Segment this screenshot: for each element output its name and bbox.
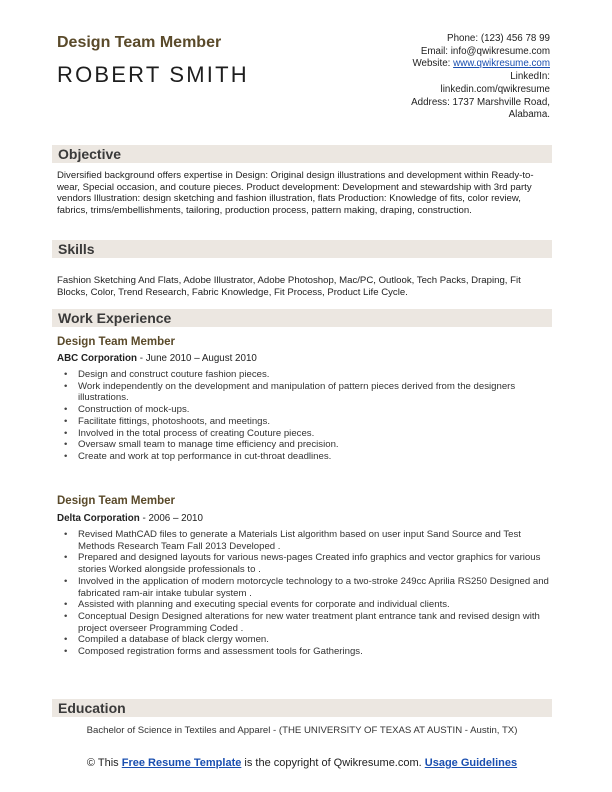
experience-title: Work Experience	[58, 310, 172, 326]
education-section-header	[52, 699, 552, 717]
contact-phone: Phone: (123) 456 78 99	[447, 33, 550, 44]
education-text: Bachelor of Science in Textiles and Apparel - (THE UNIVERSITY OF TEXAS AT AUSTIN - Austin, TX)	[86, 725, 518, 736]
contact-website	[320, 58, 550, 71]
list-item: • Create and work at top performance in cut-throat deadlines.	[62, 451, 552, 463]
contact-address-line1: Address: 1737 Marshville Road,	[411, 96, 550, 108]
copyright-footer	[52, 757, 552, 770]
list-item: • Work independently on the development and manipulation of pattern pieces derived from the designers illustrations.	[62, 381, 552, 404]
objective-text: Diversified background offers expertise in Design: Original design illustrations and development within Ready-to-wear, Special occasion, and couture pieces. Product development: Development and stewardship with 3rd party vendors Illustration: design sketching and fashion illustration, flats Production: Knowledge of fits, color review, fabrics, trims/embellishments, tailoring, production process, pattern making, draping, construction.	[57, 170, 534, 217]
education-title: Education	[58, 700, 126, 716]
resume-job-title: Design Team Member	[57, 34, 222, 51]
list-item: • Prepared and designed layouts for various news-pages Created info graphics and vector graphics for various stories Worked alongside professionals to .	[62, 552, 552, 575]
contact-address-line2: Alabama.	[508, 109, 550, 121]
objective-title: Objective	[58, 146, 122, 162]
list-item: • Assisted with planning and executing special events for corporate and individual clients.	[62, 599, 552, 611]
website-label: Website:	[412, 58, 454, 70]
job-role: Design Team Member	[57, 336, 176, 348]
candidate-name: ROBERT SMITH	[57, 62, 249, 87]
contact-linkedin-value: linkedin.com/qwikresume	[440, 83, 550, 95]
website-link[interactable]: www.qwikresume.com	[453, 58, 550, 70]
list-item: • Revised MathCAD files to generate a Materials List algorithm based on user input Sand Source and Test Methods Research Team Fall 2013 Developed .	[62, 529, 552, 552]
job-bullets	[62, 529, 552, 658]
list-item: • Facilitate fittings, photoshoots, and meetings.	[62, 416, 552, 428]
contact-email: Email: info@qwikresume.com	[420, 45, 550, 57]
list-item: • Construction of mock-ups.	[62, 404, 552, 416]
job-company: ABC Corporation	[57, 353, 138, 364]
list-item: • Oversaw small team to manage time efficiency and precision.	[62, 439, 552, 451]
job-company-line	[57, 513, 203, 525]
job-company: Delta Corporation	[57, 513, 140, 524]
objective-section-header	[52, 145, 552, 163]
usage-guidelines-link[interactable]: Usage Guidelines	[424, 757, 518, 769]
job-role: Design Team Member	[57, 495, 176, 507]
list-item: • Involved in the total process of creating Couture pieces.	[62, 428, 552, 440]
skills-title: Skills	[58, 241, 95, 257]
job-company-line	[57, 353, 257, 365]
list-item: • Compiled a database of black clergy women.	[62, 634, 552, 646]
contact-block	[320, 33, 550, 122]
skills-section-header	[52, 240, 552, 258]
free-resume-template-link[interactable]: Free Resume Template	[121, 757, 242, 769]
footer-prefix: © This	[86, 757, 122, 769]
experience-section-header	[52, 309, 552, 327]
list-item: • Conceptual Design Designed alterations for new water treatment plant entrance tank and revised design with project overseer Programming Coded .	[62, 611, 552, 634]
list-item: • Design and construct couture fashion pieces.	[62, 369, 552, 381]
job-dates: - 2006 – 2010	[139, 513, 203, 524]
footer-middle: is the copyright of Qwikresume.com.	[241, 757, 425, 769]
list-item: • Involved in the application of modern motorcycle technology to a two-stroke 249cc Aprilia RS250 Designed and fabricated ram-air intake tubular system .	[62, 576, 552, 599]
list-item: • Composed registration forms and assessment tools for Gatherings.	[62, 646, 552, 658]
job-bullets	[62, 369, 552, 463]
contact-linkedin-label: LinkedIn:	[510, 71, 550, 83]
skills-text: Fashion Sketching And Flats, Adobe Illustrator, Adobe Photoshop, Mac/PC, Outlook, Tech Packs, Draping, Fit Blocks, Color, Trend Research, Fabric Knowledge, Fit Process, Product Life Cycle.	[57, 275, 521, 298]
job-dates: - June 2010 – August 2010	[137, 353, 257, 364]
